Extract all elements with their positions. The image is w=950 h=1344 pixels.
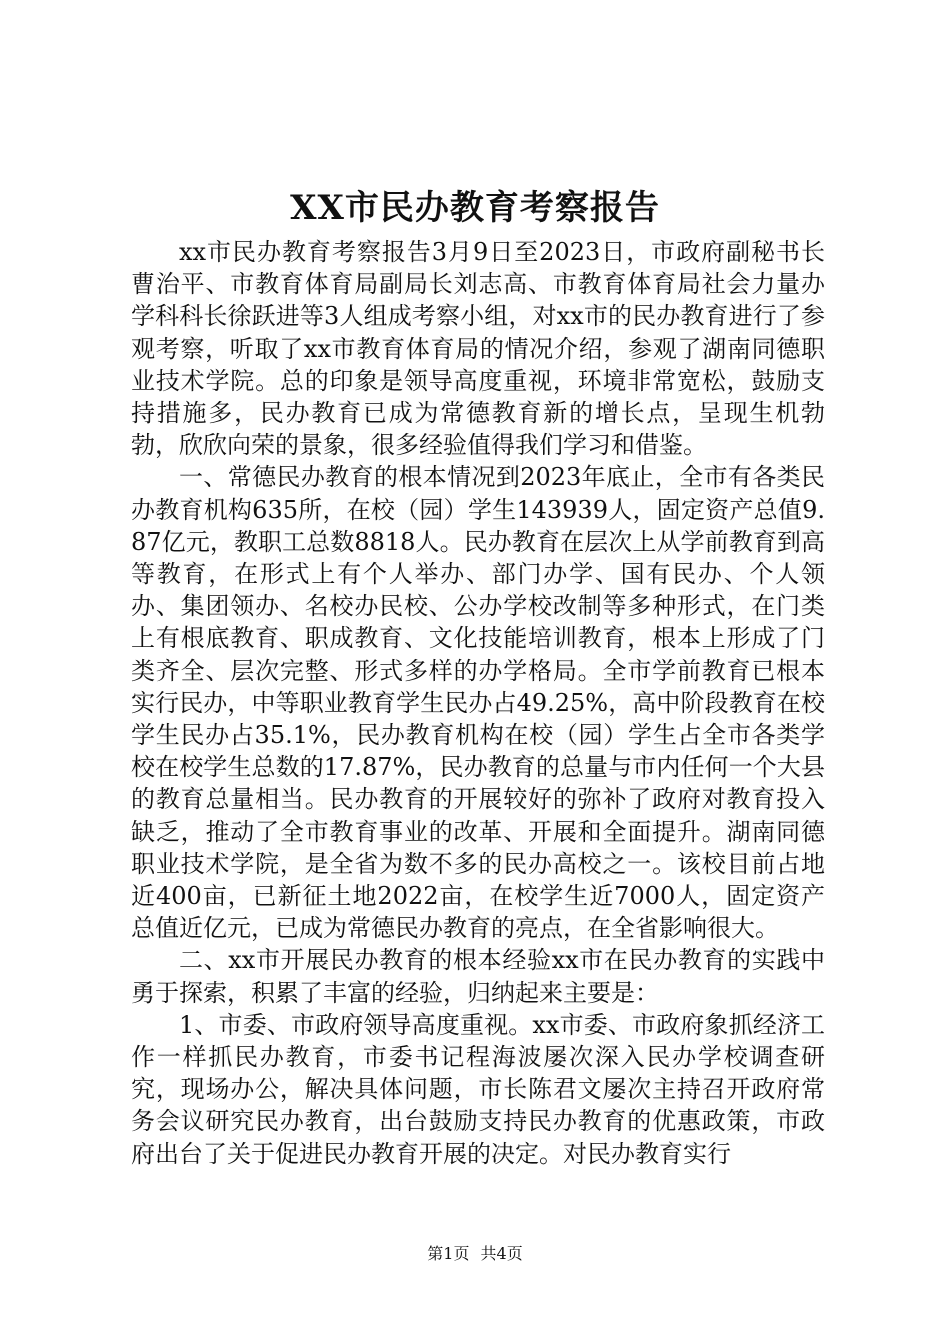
page-total: 共4页 — [480, 1244, 523, 1263]
paragraph-intro: xx市民办教育考察报告3月9日至2023日，市政府副秘书长曹治平、市教育体育局副局长刘志高、市教育体育局社会力量办学科科长徐跃进等3人组成考察小组，对xx市的民办教育进行了参观考察，听取了xx市教育体育局的情况介绍，参观了湖南同德职业技术学院。总的印象是领导高度重视，环境非常宽松，鼓励支持措施多，民办教育已成为常德教育新的增长点，呈现生机勃勃，欣欣向荣的景象，很多经验值得我们学习和借鉴。 — [131, 238, 825, 460]
page-footer — [0, 1244, 950, 1264]
document-body — [131, 236, 825, 1170]
paragraph-leadership: 1、市委、市政府领导高度重视。xx市委、市政府象抓经济工作一样抓民办教育，市委书记程海波屡次深入民办学校调查研究，现场办公，解决具体问题，市长陈君文屡次主持召开政府常务会议研究民办教育，出台鼓励支持民办教育的优惠政策，市政府出台了关于促进民办教育开展的决定。对民办教育实行 — [131, 1010, 825, 1168]
page-number: 第1页 — [427, 1244, 470, 1263]
paragraph-basic-experience: 二、xx市开展民办教育的根本经验xx市在民办教育的实践中勇于探索，积累了丰富的经验，归纳起来主要是： — [131, 946, 825, 1007]
paragraph-basic-situation: 一、常德民办教育的根本情况到2023年底止，全市有各类民办教育机构635所，在校（园）学生143939人，固定资产总值9.87亿元，教职工总数8818人。民办教育在层次上从学前教育到高等教育，在形式上有个人举办、部门办学、国有民办、个人领办、集团领办、名校办民校、公办学校改制等多种形式，在门类上有根底教育、职成教育、文化技能培训教育，根本上形成了门类齐全、层次完整、形式多样的办学格局。全市学前教育已根本实行民办，中等职业教育学生民办占49.25%，高中阶段教育在校学生民办占35.1%，民办教育机构在校（园）学生占全市各类学校在校学生总数的17.87%，民办教育的总量与市内任何一个大县的教育总量相当。民办教育的开展较好的弥补了政府对教育投入缺乏，推动了全市教育事业的改革、开展和全面提升。湖南同德职业技术学院，是全省为数不多的民办高校之一。该校目前占地近400亩，已新征土地2022亩，在校学生近7000人，固定资产总值近亿元，已成为常德民办教育的亮点，在全省影响很大。 — [131, 463, 825, 943]
document-title: XX市民办教育考察报告 — [290, 188, 660, 228]
